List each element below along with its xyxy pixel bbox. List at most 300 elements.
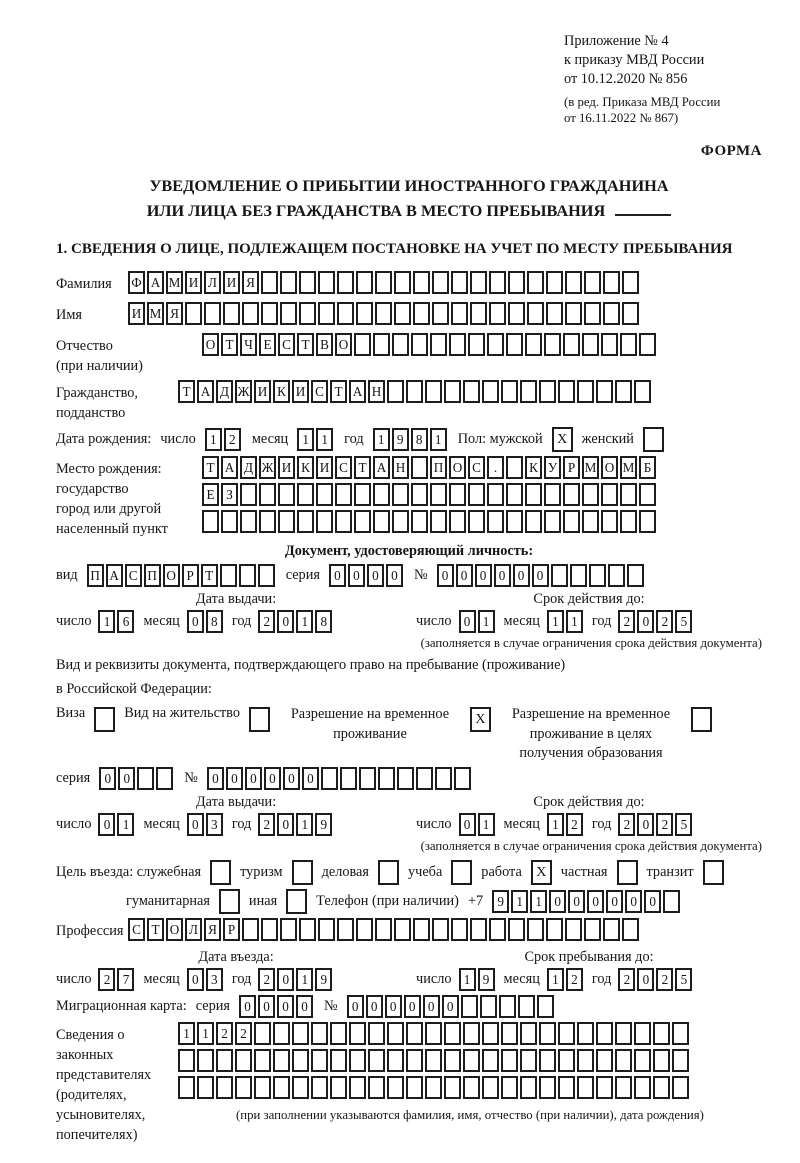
char-cell[interactable]	[615, 1022, 632, 1045]
char-cell[interactable]: 9	[315, 813, 332, 836]
char-cell[interactable]: М	[166, 271, 183, 294]
char-cell[interactable]	[482, 1022, 499, 1045]
char-cell[interactable]: Я	[242, 271, 259, 294]
purpose-other-checkbox[interactable]	[286, 889, 307, 914]
char-cell[interactable]: О	[335, 333, 352, 356]
char-cell[interactable]	[558, 1022, 575, 1045]
char-cell[interactable]: 5	[675, 610, 692, 633]
char-cell[interactable]: 0	[367, 564, 384, 587]
char-cell[interactable]	[406, 1022, 423, 1045]
char-cell[interactable]	[261, 918, 278, 941]
char-cell[interactable]	[444, 380, 461, 403]
char-cell[interactable]: Р	[182, 564, 199, 587]
char-cell[interactable]: 8	[206, 610, 223, 633]
char-cell[interactable]	[359, 767, 376, 790]
char-cell[interactable]: Я	[204, 918, 221, 941]
char-cell[interactable]: Ч	[240, 333, 257, 356]
char-cell[interactable]	[546, 302, 563, 325]
char-cell[interactable]	[375, 271, 392, 294]
char-cell[interactable]	[297, 483, 314, 506]
char-cell[interactable]	[349, 1049, 366, 1072]
char-cell[interactable]	[546, 271, 563, 294]
char-cell[interactable]: Т	[330, 380, 347, 403]
char-cell[interactable]	[601, 333, 618, 356]
char-cell[interactable]: 1	[459, 968, 476, 991]
char-cell[interactable]	[596, 1076, 613, 1099]
char-cell[interactable]: Е	[202, 483, 219, 506]
char-cell[interactable]	[316, 510, 333, 533]
char-cell[interactable]	[242, 918, 259, 941]
char-cell[interactable]: А	[147, 271, 164, 294]
char-cell[interactable]: Л	[204, 271, 221, 294]
char-cell[interactable]	[394, 271, 411, 294]
char-cell[interactable]	[565, 918, 582, 941]
char-cell[interactable]: 0	[99, 767, 116, 790]
char-cell[interactable]	[596, 380, 613, 403]
char-cell[interactable]	[596, 1022, 613, 1045]
char-cell[interactable]	[634, 1022, 651, 1045]
char-cell[interactable]: 0	[386, 564, 403, 587]
char-cell[interactable]: И	[254, 380, 271, 403]
char-cell[interactable]	[470, 302, 487, 325]
char-cell[interactable]	[444, 1049, 461, 1072]
char-cell[interactable]: О	[166, 918, 183, 941]
char-cell[interactable]	[378, 767, 395, 790]
char-cell[interactable]: 2	[216, 1022, 233, 1045]
char-cell[interactable]	[615, 1076, 632, 1099]
char-cell[interactable]	[582, 483, 599, 506]
char-cell[interactable]	[356, 918, 373, 941]
char-cell[interactable]	[544, 483, 561, 506]
char-cell[interactable]	[577, 380, 594, 403]
char-cell[interactable]: 2	[656, 610, 673, 633]
char-cell[interactable]	[634, 1076, 651, 1099]
char-cell[interactable]	[577, 1049, 594, 1072]
char-cell[interactable]	[280, 918, 297, 941]
char-cell[interactable]: Р	[563, 456, 580, 479]
char-cell[interactable]: С	[311, 380, 328, 403]
char-cell[interactable]: Н	[368, 380, 385, 403]
char-cell[interactable]	[582, 333, 599, 356]
char-cell[interactable]	[449, 333, 466, 356]
purpose-tourism-checkbox[interactable]	[292, 860, 313, 885]
char-cell[interactable]	[156, 767, 173, 790]
char-cell[interactable]: 0	[277, 610, 294, 633]
residence-permit-checkbox[interactable]	[249, 707, 270, 732]
char-cell[interactable]	[178, 1076, 195, 1099]
char-cell[interactable]	[273, 1076, 290, 1099]
char-cell[interactable]	[297, 510, 314, 533]
char-cell[interactable]: С	[468, 456, 485, 479]
char-cell[interactable]	[368, 1049, 385, 1072]
char-cell[interactable]	[202, 510, 219, 533]
char-cell[interactable]: 0	[277, 968, 294, 991]
char-cell[interactable]	[444, 1076, 461, 1099]
char-cell[interactable]: 0	[494, 564, 511, 587]
char-cell[interactable]	[627, 564, 644, 587]
char-cell[interactable]	[482, 1049, 499, 1072]
char-cell[interactable]: 0	[423, 995, 440, 1018]
char-cell[interactable]: 1	[478, 610, 495, 633]
char-cell[interactable]: П	[430, 456, 447, 479]
char-cell[interactable]	[470, 918, 487, 941]
char-cell[interactable]	[551, 564, 568, 587]
char-cell[interactable]: 0	[442, 995, 459, 1018]
char-cell[interactable]	[356, 302, 373, 325]
char-cell[interactable]	[563, 510, 580, 533]
char-cell[interactable]	[185, 302, 202, 325]
char-cell[interactable]	[397, 767, 414, 790]
char-cell[interactable]: 1	[478, 813, 495, 836]
char-cell[interactable]	[430, 510, 447, 533]
char-cell[interactable]: 0	[475, 564, 492, 587]
char-cell[interactable]	[216, 1076, 233, 1099]
char-cell[interactable]	[620, 510, 637, 533]
char-cell[interactable]	[520, 380, 537, 403]
char-cell[interactable]	[482, 380, 499, 403]
char-cell[interactable]	[292, 1022, 309, 1045]
char-cell[interactable]: 0	[348, 564, 365, 587]
char-cell[interactable]	[413, 302, 430, 325]
char-cell[interactable]	[204, 302, 221, 325]
char-cell[interactable]: 0	[118, 767, 135, 790]
char-cell[interactable]: И	[278, 456, 295, 479]
char-cell[interactable]	[197, 1076, 214, 1099]
char-cell[interactable]	[137, 767, 154, 790]
char-cell[interactable]	[373, 510, 390, 533]
char-cell[interactable]	[634, 380, 651, 403]
char-cell[interactable]: 0	[385, 995, 402, 1018]
char-cell[interactable]	[240, 483, 257, 506]
char-cell[interactable]: 2	[235, 1022, 252, 1045]
char-cell[interactable]	[432, 302, 449, 325]
char-cell[interactable]: 0	[459, 813, 476, 836]
char-cell[interactable]	[596, 1049, 613, 1072]
char-cell[interactable]: 0	[239, 995, 256, 1018]
char-cell[interactable]: Ф	[128, 271, 145, 294]
char-cell[interactable]: 2	[224, 428, 241, 451]
char-cell[interactable]: М	[147, 302, 164, 325]
char-cell[interactable]	[468, 510, 485, 533]
char-cell[interactable]	[239, 564, 256, 587]
char-cell[interactable]	[375, 302, 392, 325]
char-cell[interactable]	[349, 1076, 366, 1099]
char-cell[interactable]	[216, 1049, 233, 1072]
char-cell[interactable]: 0	[459, 610, 476, 633]
char-cell[interactable]	[178, 1049, 195, 1072]
char-cell[interactable]	[489, 302, 506, 325]
char-cell[interactable]	[468, 483, 485, 506]
char-cell[interactable]	[463, 1022, 480, 1045]
char-cell[interactable]: 2	[618, 813, 635, 836]
char-cell[interactable]	[394, 918, 411, 941]
char-cell[interactable]: В	[316, 333, 333, 356]
char-cell[interactable]: 0	[437, 564, 454, 587]
char-cell[interactable]: К	[297, 456, 314, 479]
char-cell[interactable]	[259, 510, 276, 533]
char-cell[interactable]: 1	[296, 968, 313, 991]
sex-female-checkbox[interactable]	[643, 427, 664, 452]
char-cell[interactable]: О	[601, 456, 618, 479]
char-cell[interactable]	[558, 380, 575, 403]
char-cell[interactable]: 1	[296, 610, 313, 633]
char-cell[interactable]: К	[273, 380, 290, 403]
char-cell[interactable]	[280, 302, 297, 325]
char-cell[interactable]: 1	[297, 428, 314, 451]
char-cell[interactable]: Е	[259, 333, 276, 356]
char-cell[interactable]	[501, 380, 518, 403]
char-cell[interactable]	[299, 918, 316, 941]
char-cell[interactable]: 9	[492, 890, 509, 913]
char-cell[interactable]	[197, 1049, 214, 1072]
char-cell[interactable]: 5	[675, 968, 692, 991]
char-cell[interactable]	[672, 1022, 689, 1045]
char-cell[interactable]: 0	[98, 813, 115, 836]
char-cell[interactable]: 1	[566, 610, 583, 633]
purpose-official-checkbox[interactable]	[210, 860, 231, 885]
char-cell[interactable]	[220, 564, 237, 587]
char-cell[interactable]: 2	[258, 968, 275, 991]
char-cell[interactable]: П	[144, 564, 161, 587]
char-cell[interactable]: 1	[98, 610, 115, 633]
char-cell[interactable]: 1	[117, 813, 134, 836]
char-cell[interactable]	[634, 1049, 651, 1072]
char-cell[interactable]: 0	[366, 995, 383, 1018]
char-cell[interactable]	[242, 302, 259, 325]
char-cell[interactable]	[368, 1022, 385, 1045]
char-cell[interactable]: 5	[675, 813, 692, 836]
char-cell[interactable]: С	[335, 456, 352, 479]
char-cell[interactable]: 1	[430, 428, 447, 451]
char-cell[interactable]: И	[223, 271, 240, 294]
char-cell[interactable]	[299, 271, 316, 294]
char-cell[interactable]: З	[221, 483, 238, 506]
char-cell[interactable]: 1	[547, 813, 564, 836]
char-cell[interactable]	[565, 271, 582, 294]
char-cell[interactable]	[558, 1076, 575, 1099]
char-cell[interactable]	[622, 918, 639, 941]
char-cell[interactable]: 0	[513, 564, 530, 587]
char-cell[interactable]	[354, 333, 371, 356]
char-cell[interactable]: 2	[566, 968, 583, 991]
char-cell[interactable]	[273, 1022, 290, 1045]
char-cell[interactable]	[463, 380, 480, 403]
char-cell[interactable]: Т	[202, 456, 219, 479]
char-cell[interactable]	[518, 995, 535, 1018]
char-cell[interactable]: Т	[354, 456, 371, 479]
char-cell[interactable]	[520, 1076, 537, 1099]
char-cell[interactable]	[430, 333, 447, 356]
char-cell[interactable]	[240, 510, 257, 533]
char-cell[interactable]	[663, 890, 680, 913]
char-cell[interactable]	[432, 918, 449, 941]
char-cell[interactable]	[461, 995, 478, 1018]
char-cell[interactable]: 0	[277, 813, 294, 836]
char-cell[interactable]	[489, 918, 506, 941]
char-cell[interactable]: А	[197, 380, 214, 403]
char-cell[interactable]	[392, 333, 409, 356]
char-cell[interactable]	[261, 302, 278, 325]
char-cell[interactable]	[653, 1076, 670, 1099]
char-cell[interactable]	[499, 995, 516, 1018]
char-cell[interactable]: Т	[297, 333, 314, 356]
char-cell[interactable]	[387, 1076, 404, 1099]
char-cell[interactable]	[525, 510, 542, 533]
char-cell[interactable]	[311, 1076, 328, 1099]
char-cell[interactable]: А	[373, 456, 390, 479]
char-cell[interactable]	[601, 483, 618, 506]
char-cell[interactable]	[330, 1076, 347, 1099]
char-cell[interactable]: 6	[117, 610, 134, 633]
char-cell[interactable]	[487, 510, 504, 533]
char-cell[interactable]	[639, 510, 656, 533]
char-cell[interactable]: 3	[206, 813, 223, 836]
char-cell[interactable]	[584, 918, 601, 941]
char-cell[interactable]	[413, 271, 430, 294]
char-cell[interactable]: 0	[245, 767, 262, 790]
char-cell[interactable]: 0	[277, 995, 294, 1018]
char-cell[interactable]: 2	[618, 968, 635, 991]
char-cell[interactable]	[425, 1076, 442, 1099]
char-cell[interactable]	[482, 1076, 499, 1099]
char-cell[interactable]: У	[544, 456, 561, 479]
char-cell[interactable]	[451, 918, 468, 941]
char-cell[interactable]: 7	[117, 968, 134, 991]
visa-checkbox[interactable]	[94, 707, 115, 732]
char-cell[interactable]: 0	[625, 890, 642, 913]
char-cell[interactable]: Л	[185, 918, 202, 941]
char-cell[interactable]	[537, 995, 554, 1018]
char-cell[interactable]: 0	[207, 767, 224, 790]
char-cell[interactable]	[672, 1049, 689, 1072]
char-cell[interactable]: Т	[178, 380, 195, 403]
char-cell[interactable]	[672, 1076, 689, 1099]
char-cell[interactable]	[539, 380, 556, 403]
char-cell[interactable]: 1	[530, 890, 547, 913]
char-cell[interactable]	[223, 302, 240, 325]
char-cell[interactable]	[354, 510, 371, 533]
char-cell[interactable]	[603, 918, 620, 941]
char-cell[interactable]	[527, 302, 544, 325]
char-cell[interactable]	[318, 302, 335, 325]
char-cell[interactable]	[470, 271, 487, 294]
char-cell[interactable]: 0	[347, 995, 364, 1018]
char-cell[interactable]	[387, 1049, 404, 1072]
char-cell[interactable]	[416, 767, 433, 790]
char-cell[interactable]: 1	[547, 968, 564, 991]
char-cell[interactable]: .	[487, 456, 504, 479]
char-cell[interactable]: Н	[392, 456, 409, 479]
char-cell[interactable]: Ж	[259, 456, 276, 479]
char-cell[interactable]	[311, 1022, 328, 1045]
char-cell[interactable]: К	[525, 456, 542, 479]
char-cell[interactable]	[432, 271, 449, 294]
char-cell[interactable]: 0	[637, 968, 654, 991]
char-cell[interactable]: 0	[587, 890, 604, 913]
char-cell[interactable]	[221, 510, 238, 533]
char-cell[interactable]	[653, 1022, 670, 1045]
char-cell[interactable]	[544, 333, 561, 356]
char-cell[interactable]: 0	[264, 767, 281, 790]
purpose-transit-checkbox[interactable]	[703, 860, 724, 885]
char-cell[interactable]: 0	[226, 767, 243, 790]
char-cell[interactable]: Р	[223, 918, 240, 941]
char-cell[interactable]: С	[128, 918, 145, 941]
char-cell[interactable]: 0	[644, 890, 661, 913]
char-cell[interactable]: Ж	[235, 380, 252, 403]
char-cell[interactable]	[622, 271, 639, 294]
char-cell[interactable]	[449, 483, 466, 506]
char-cell[interactable]	[520, 1022, 537, 1045]
char-cell[interactable]: 0	[404, 995, 421, 1018]
char-cell[interactable]	[392, 510, 409, 533]
char-cell[interactable]: О	[202, 333, 219, 356]
char-cell[interactable]	[425, 1022, 442, 1045]
char-cell[interactable]	[501, 1049, 518, 1072]
char-cell[interactable]	[558, 1049, 575, 1072]
char-cell[interactable]	[411, 333, 428, 356]
char-cell[interactable]	[615, 1049, 632, 1072]
char-cell[interactable]	[406, 380, 423, 403]
char-cell[interactable]	[563, 333, 580, 356]
char-cell[interactable]	[653, 1049, 670, 1072]
char-cell[interactable]	[335, 510, 352, 533]
char-cell[interactable]: 1	[316, 428, 333, 451]
char-cell[interactable]: 0	[296, 995, 313, 1018]
char-cell[interactable]: 2	[566, 813, 583, 836]
char-cell[interactable]	[570, 564, 587, 587]
char-cell[interactable]: 1	[178, 1022, 195, 1045]
char-cell[interactable]	[425, 380, 442, 403]
char-cell[interactable]: Т	[147, 918, 164, 941]
char-cell[interactable]	[463, 1076, 480, 1099]
char-cell[interactable]: 1	[205, 428, 222, 451]
char-cell[interactable]: Д	[216, 380, 233, 403]
char-cell[interactable]	[435, 767, 452, 790]
char-cell[interactable]	[608, 564, 625, 587]
char-cell[interactable]	[406, 1049, 423, 1072]
char-cell[interactable]	[525, 483, 542, 506]
char-cell[interactable]	[430, 483, 447, 506]
char-cell[interactable]	[506, 333, 523, 356]
char-cell[interactable]	[539, 1022, 556, 1045]
char-cell[interactable]: 0	[532, 564, 549, 587]
char-cell[interactable]: А	[349, 380, 366, 403]
char-cell[interactable]	[615, 380, 632, 403]
char-cell[interactable]	[506, 483, 523, 506]
char-cell[interactable]	[451, 302, 468, 325]
char-cell[interactable]: И	[316, 456, 333, 479]
char-cell[interactable]: 2	[258, 813, 275, 836]
char-cell[interactable]	[278, 510, 295, 533]
char-cell[interactable]	[337, 918, 354, 941]
char-cell[interactable]: М	[582, 456, 599, 479]
char-cell[interactable]	[259, 483, 276, 506]
char-cell[interactable]	[330, 1049, 347, 1072]
char-cell[interactable]: 1	[373, 428, 390, 451]
char-cell[interactable]: 0	[549, 890, 566, 913]
purpose-study-checkbox[interactable]	[451, 860, 472, 885]
char-cell[interactable]: 0	[258, 995, 275, 1018]
char-cell[interactable]	[544, 510, 561, 533]
temp-residence-education-checkbox[interactable]	[691, 707, 712, 732]
char-cell[interactable]: 0	[456, 564, 473, 587]
char-cell[interactable]	[506, 510, 523, 533]
char-cell[interactable]: 2	[618, 610, 635, 633]
char-cell[interactable]	[527, 271, 544, 294]
char-cell[interactable]	[258, 564, 275, 587]
char-cell[interactable]	[563, 483, 580, 506]
